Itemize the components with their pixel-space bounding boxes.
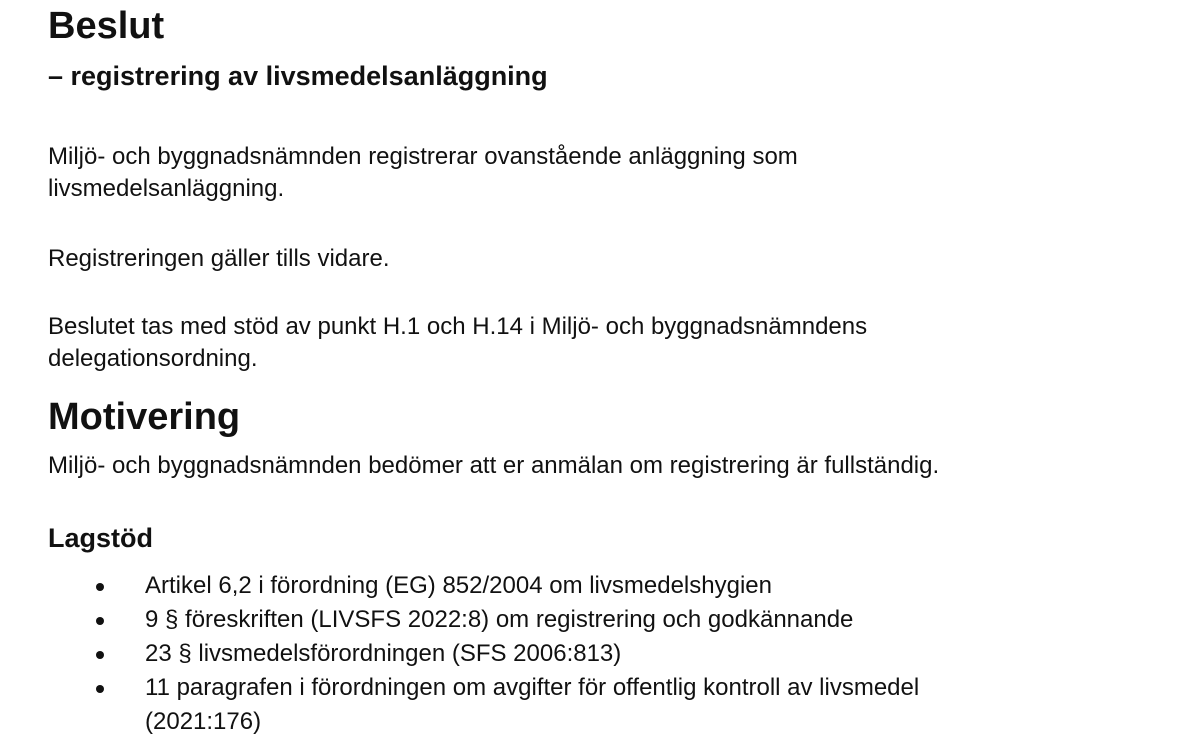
list-item-text: 23 § livsmedelsförordningen (SFS 2006:813)	[145, 640, 622, 667]
motivering-paragraph-line: Miljö- och byggnadsnämnden bedömer att er anmälan om registrering är fullständig.	[48, 452, 940, 479]
list-item-text: 9 § föreskriften (LIVSFS 2022:8) om registrering och godkännande	[145, 606, 854, 633]
motivering-paragraph	[48, 450, 1148, 482]
motivering-heading: Motivering	[48, 396, 241, 438]
bullet-icon	[96, 617, 104, 625]
delegation-paragraph	[48, 311, 1148, 375]
list-item-text-line-2: (2021:176)	[145, 708, 262, 735]
bullet-icon	[96, 685, 104, 693]
list-item-text: Artikel 6,2 i förordning (EG) 852/2004 om livsmedelshygien	[145, 572, 772, 599]
bullet-icon	[96, 651, 104, 659]
delegation-paragraph-line-2: delegationsordning.	[48, 345, 258, 372]
validity-paragraph-line: Registreringen gäller tills vidare.	[48, 245, 390, 272]
decision-paragraph	[48, 141, 1148, 205]
list-item	[48, 603, 1158, 637]
decision-paragraph-line-2: livsmedelsanläggning.	[48, 175, 285, 202]
delegation-paragraph-line-1: Beslutet tas med stöd av punkt H.1 och H.14 i Miljö- och byggnadsnämndens	[48, 313, 868, 340]
list-item-text-line-1: 11 paragrafen i förordningen om avgifter för offentlig kontroll av livsmedel	[145, 674, 920, 701]
lagstod-list	[48, 569, 1158, 739]
validity-paragraph	[48, 243, 1148, 275]
bullet-icon	[96, 583, 104, 591]
list-item	[48, 569, 1158, 603]
list-item	[48, 637, 1158, 671]
lagstod-heading: Lagstöd	[48, 523, 153, 553]
page-title: Beslut	[48, 5, 165, 47]
decision-paragraph-line-1: Miljö- och byggnadsnämnden registrerar ovanstående anläggning som	[48, 143, 798, 170]
page-subtitle: – registrering av livsmedelsanläggning	[48, 61, 548, 91]
list-item	[48, 671, 1158, 739]
